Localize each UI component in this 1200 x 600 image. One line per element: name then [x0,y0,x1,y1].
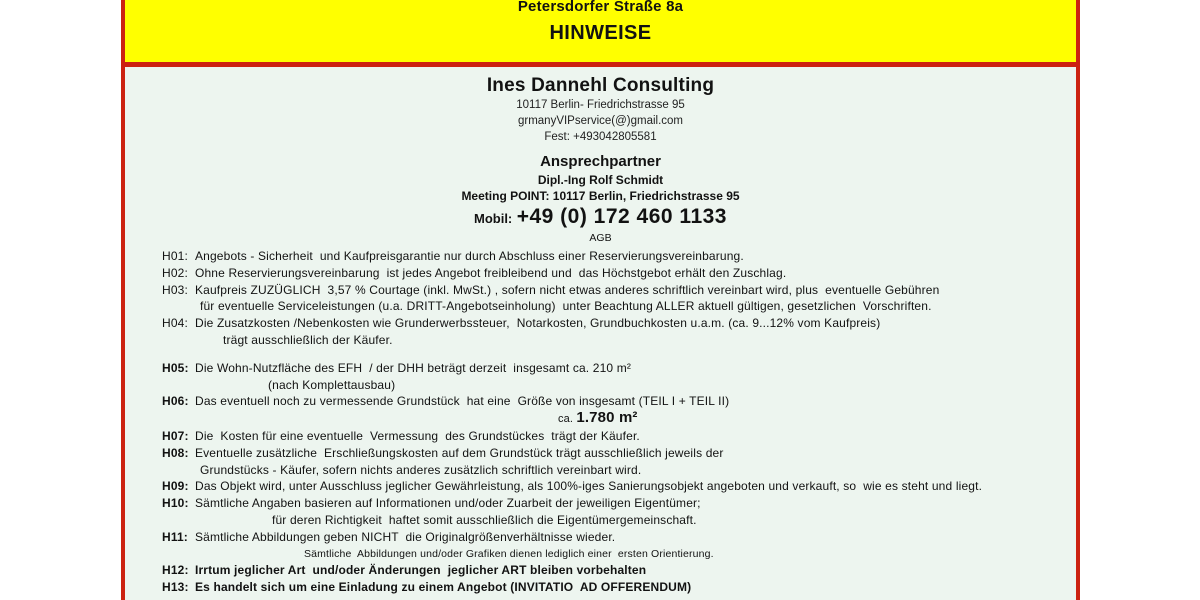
hint-line: Sämtliche Abbildungen geben NICHT die Originalgrößenverhältnisse wieder. [195,529,616,544]
terms-label: AGB [589,232,612,244]
hint-id: H10: [162,496,189,511]
company-email: grmanyVIPservice(@)gmail.com [517,115,684,127]
hint-item [125,315,1076,349]
company-landline: Fest: +493042805581 [544,131,657,143]
hint-item [125,579,1076,596]
hint-item [125,562,1076,579]
contact-person: Dipl.-Ing Rolf Schmidt [537,173,664,187]
hint-line: für deren Richtigkeit haftet somit ausschließlich die Eigentümergemeinschaft. [272,512,697,527]
hint-id: H05: [162,360,189,375]
company-name: Ines Dannehl Consulting [486,75,715,96]
hint-item [125,495,1076,529]
hint-id: H08: [162,445,189,460]
page-title: HINWEISE [549,22,652,44]
hint-line: Die Wohn-Nutzfläche des EFH / der DHH beträgt derzeit insgesamt ca. 210 m² [195,360,632,375]
hint-id: H03: [162,282,188,297]
hint-id: H07: [162,428,189,443]
hint-id: H06: [162,394,189,409]
hint-line: Eventuelle zusätzliche Erschließungskosten auf dem Grundstück trägt ausschließlich jeweils der [195,445,724,460]
hint-item [125,529,1076,563]
hint-item [125,445,1076,479]
hint-line: für eventuelle Serviceleistungen (u.a. DRITT-Angebotseinholung) unter Beachtung ALLER aktuell gültigen, gesetzlichen Vorschriften. [200,299,932,314]
hint-item [125,360,1076,394]
hint-item [125,428,1076,445]
hints-list [125,248,1076,596]
property-banner [121,0,1080,67]
hint-line [558,410,1076,428]
hint-item [125,282,1076,316]
hint-line: Sämtliche Angaben basieren auf Informationen und/oder Zuarbeit der jeweiligen Eigentümer; [195,496,701,511]
hint-line: Die Kosten für eine eventuelle Vermessung des Grundstückes trägt der Käufer. [195,428,640,443]
hint-item [125,478,1076,495]
hint-line: Es handelt sich um eine Einladung zu einem Angebot (INVITATIO AD OFFERENDUM) [195,580,692,595]
hint-line: Die Zusatzkosten /Nebenkosten wie Grunderwerbssteuer, Notarkosten, Grundbuchkosten u.a.m. (ca. 9...12% vom Kaufpreis) [195,316,881,331]
hint-line: Ohne Reservierungsvereinbarung ist jedes Angebot freibleibend und das Höchstgebot erhält den Zuschlag. [195,265,787,280]
hint-id: H13: [162,580,189,595]
mobile-number: +49 (0) 172 460 1133 [516,205,727,228]
contact-heading: Ansprechpartner [540,153,661,170]
company-address: 10117 Berlin- Friedrichstrasse 95 [516,99,685,111]
hint-id: H11: [162,529,188,544]
mobile-line [125,204,1076,232]
hint-id: H01: [162,249,188,263]
hint-id: H04: [162,316,188,331]
area-ca: ca. [558,413,577,426]
hint-line: trägt ausschließlich der Käufer. [223,332,393,347]
hint-item [125,248,1076,265]
hint-item [125,393,1076,428]
hint-line: Das eventuell noch zu vermessende Grundstück hat eine Größe von insgesamt (TEIL I + TEIL II) [195,394,730,409]
hint-line: Sämtliche Abbildungen und/oder Grafiken dienen lediglich einer ersten Orientierung. [304,547,714,560]
hint-line: Angebots - Sicherheit und Kaufpreisgarantie nur durch Abschluss einer Reservierungsvereinbarung. [195,249,744,263]
hint-line: Grundstücks - Käufer, sofern nichts anderes zusätzlich schriftlich vereinbart wird. [200,462,642,477]
hint-line: Das Objekt wird, unter Ausschluss jeglicher Gewährleistung, als 100%-iges Sanierungsobjekt angeboten und verkauft, so wie es steht und liegt. [195,479,983,494]
area-value: 1.780 m² [576,409,638,427]
hint-line: (nach Komplettausbau) [268,377,396,392]
hints-content-box [121,67,1080,600]
hint-item [125,265,1076,282]
hint-id: H12: [162,563,189,578]
hint-id: H02: [162,265,188,280]
company-header [125,67,1076,245]
hint-line: Kaufpreis ZUZÜGLICH 3,57 % Courtage (inkl. MwSt.) , sofern nicht etwas anderes schriftlich vereinbart wird, plus eventuelle Gebühren [195,282,940,297]
document-frame [121,0,1080,600]
hint-id: H09: [162,479,189,494]
property-address: Petersdorfer Straße 8a [517,0,684,15]
mobile-label: Mobil: [474,211,513,226]
meeting-point: Meeting POINT: 10117 Berlin, Friedrichstrasse 95 [461,189,740,203]
hint-line: Irrtum jeglicher Art und/oder Änderungen jeglicher ART bleiben vorbehalten [195,563,647,578]
